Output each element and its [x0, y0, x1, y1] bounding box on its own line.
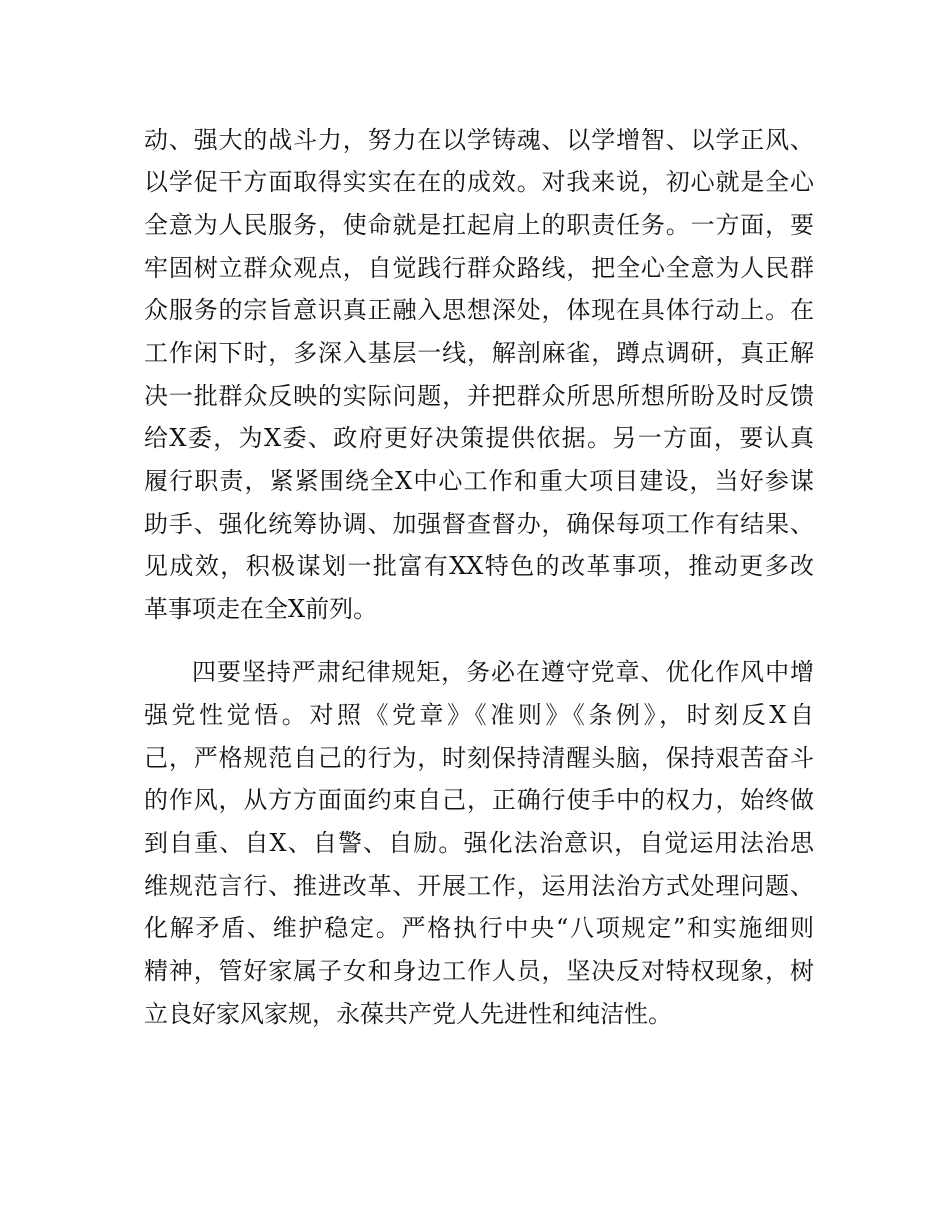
paragraph-line: 强党性觉悟。对照《党章》《准则》《条例》，时刻反X自: [144, 701, 814, 729]
paragraph-line: 的作风，从方方面面约束自己，正确行使手中的权力，始终做: [144, 786, 814, 814]
paragraph-line: 全意为人民服务，使命就是扛起肩上的职责任务。一方面，要: [144, 211, 814, 239]
paragraph-line: 众服务的宗旨意识真正融入思想深处，体现在具体行动上。在: [144, 296, 814, 324]
paragraph-line: 给X委，为X委、政府更好决策提供依据。另一方面，要认真: [144, 424, 814, 452]
paragraph-line: 维规范言行、推进改革、开展工作，运用法治方式处理问题、: [144, 872, 814, 900]
paragraph-line: 履行职责，紧紧围绕全X中心工作和重大项目建设，当好参谋: [144, 467, 814, 495]
paragraph-line: 工作闲下时，多深入基层一线，解剖麻雀，蹲点调研，真正解: [144, 339, 814, 367]
paragraph-line: 立良好家风家规，永葆共产党人先进性和纯洁性。: [144, 1000, 672, 1028]
paragraph-line: 动、强大的战斗力，努力在以学铸魂、以学增智、以学正风、: [144, 126, 814, 154]
paragraph-line: 决一批群众反映的实际问题，并把群众所思所想所盼及时反馈: [144, 382, 814, 410]
paragraph-line: 四要坚持严肃纪律规矩，务必在遵守党章、优化作风中增: [192, 658, 814, 686]
paragraph-line: 助手、强化统筹协调、加强督查督办，确保每项工作有结果、: [144, 510, 814, 538]
paragraph-line: 牢固树立群众观点，自觉践行群众路线，把全心全意为人民群: [144, 254, 814, 282]
paragraph-line: 见成效，积极谋划一批富有XX特色的改革事项，推动更多改: [144, 552, 814, 580]
paragraph-line: 到自重、自X、自警、自励。强化法治意识，自觉运用法治思: [144, 829, 814, 857]
paragraph-line: 化解矛盾、维护稳定。严格执行中央“八项规定”和实施细则: [144, 914, 814, 942]
paragraph-line: 革事项走在全X前列。: [144, 595, 378, 623]
paragraph-line: 精神，管好家属子女和身边工作人员，坚决反对特权现象，树: [144, 957, 814, 985]
paragraph-line: 己，严格规范自己的行为，时刻保持清醒头脑，保持艰苦奋斗: [144, 744, 814, 772]
paragraph-line: 以学促干方面取得实实在在的成效。对我来说，初心就是全心: [144, 168, 814, 196]
